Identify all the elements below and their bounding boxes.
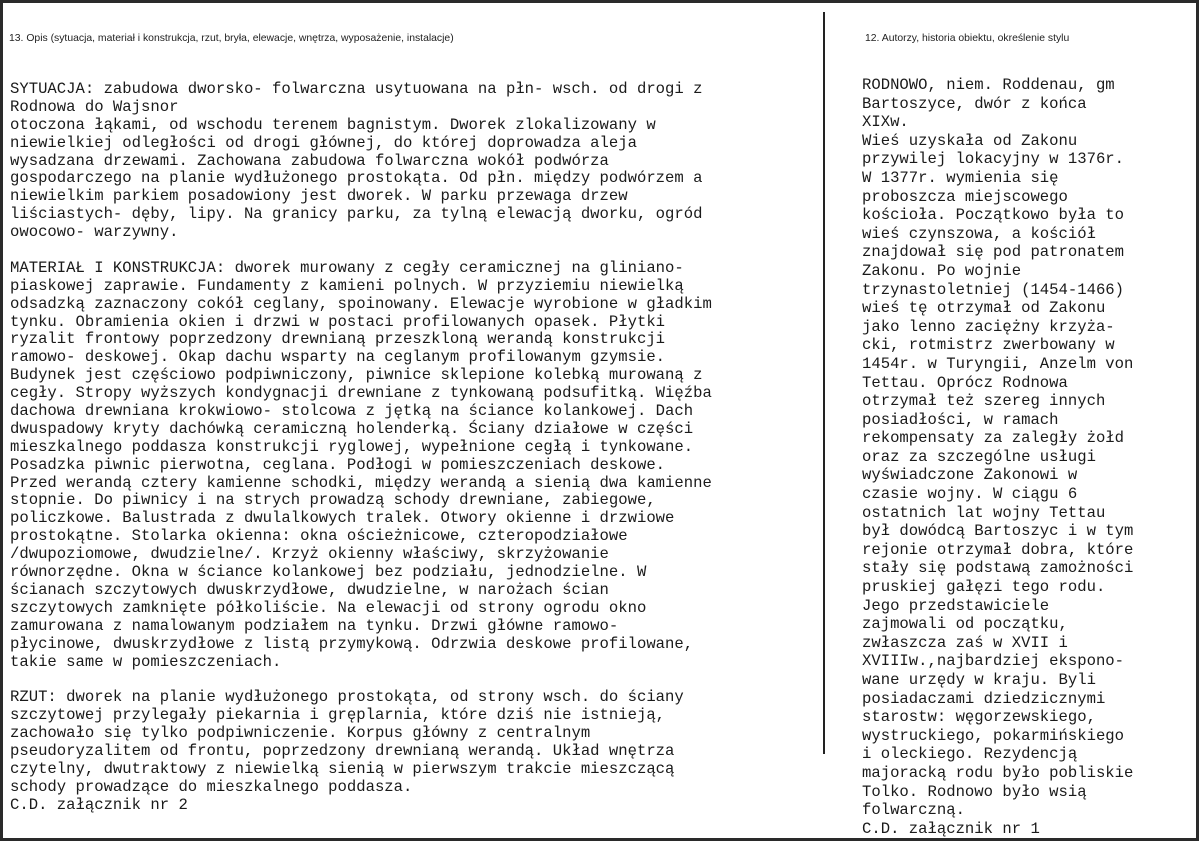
sheet-edge-left xyxy=(0,0,3,841)
text-line: Przed werandą cztery kamienne schodki, między werandą a sienią dwa kamienne xyxy=(10,473,712,492)
text-line: gospodarczego na planie wydłużonego prostokąta. Od płn. między podwórzem a xyxy=(10,169,703,188)
text-line: stopnie. Do piwnicy i na strych prowadzą schody drewniane, zabiegowe, xyxy=(10,491,656,510)
text-line: odsadzką zaznaczony cokół ceglany, spoinowany. Elewacje wyrobione w gładkim xyxy=(10,294,712,313)
text-line: takie same w pomieszczeniach. xyxy=(10,652,282,671)
text-line: dachowa drewniana krokwiowo- stolcowa z jętką na ściance kolankowej. Dach xyxy=(10,402,694,421)
text-line: folwarczną. xyxy=(862,801,965,820)
text-line: wysadzana drzewami. Zachowana zabudowa folwarczna wokół podwórza xyxy=(10,151,609,170)
text-line: Wieś uzyskała od Zakonu xyxy=(862,131,1078,150)
text-line: niewielkim parkiem posadowiony jest dworek. W parku przewaga drzew xyxy=(10,187,628,206)
text-line: cki, rotmistrz zwerbowany w xyxy=(862,336,1115,355)
text-line: rejonie otrzymał dobra, które xyxy=(862,540,1134,559)
text-line: /dwupoziomowe, dwudzielne/. Krzyż okienny właściwy, skrzyżowanie xyxy=(10,545,609,564)
text-line: ostatnich lat wojny Tettau xyxy=(862,503,1106,522)
text-line: ścianach szczytowych dwuskrzydłowe, dwudzielne, w narożach ścian xyxy=(10,580,609,599)
text-line: Tettau. Oprócz Rodnowa xyxy=(862,373,1068,392)
text-line: proboszcza miejscowego xyxy=(862,187,1068,206)
text-line: wystruckiego, pokarmińskiego xyxy=(862,726,1125,745)
text-line: wieś tę otrzymał od Zakonu xyxy=(862,299,1106,318)
text-line: cegły. Stropy wyższych kondygnacji drewniane z tynkowaną podsufitką. Więźba xyxy=(10,384,712,403)
text-line: policzkowe. Balustrada z dwulalkowych tralek. Otwory okienne i drzwiowe xyxy=(10,509,675,528)
text-line: Rodnowa do Wajsnor xyxy=(10,97,179,116)
text-line: C.D. załącznik nr 2 xyxy=(10,795,188,814)
left-column-header: 13. Opis (sytuacja, materiał i konstrukcja, rzut, bryła, elewacje, wnętrza, wyposażenie, instalacje) xyxy=(9,33,454,44)
paragraph-gap xyxy=(10,242,810,260)
text-line: szczytowych zamknięte półkoliście. Na elewacji od strony ogrodu okno xyxy=(10,598,647,617)
text-line: Budynek jest częściowo podpiwniczony, piwnice sklepione kolebką murowaną z xyxy=(10,366,703,385)
text-line: C.D. załącznik nr 1 xyxy=(862,819,1040,838)
text-line: tynku. Obramienia okien i drzwi w postaci profilowanych opasek. Płytki xyxy=(10,312,666,331)
text-line: piaskowej zaprawie. Fundamenty z kamieni polnych. W przyziemiu niewielką xyxy=(10,276,684,295)
text-line: starostw: węgorzewskiego, xyxy=(862,708,1096,727)
text-line: Bartoszyce, dwór z końca xyxy=(862,94,1087,113)
text-line: schody prowadzące do mieszkalnego poddasza. xyxy=(10,777,413,796)
text-line: wyświadczone Zakonowi w xyxy=(862,466,1078,485)
text-line: SYTUACJA: zabudowa dworsko- folwarczna usytuowana na płn- wsch. od drogi z xyxy=(10,80,703,98)
text-line: posiadłości, w ramach xyxy=(862,410,1059,429)
text-line: otrzymał też szereg innych xyxy=(862,392,1106,411)
text-line: rekompensaty za zaległy żołd xyxy=(862,429,1125,448)
text-line: zamurowana z namalowanym podziałem na tynku. Drzwi główne ramowo- xyxy=(10,616,619,635)
text-line: czasie wojny. W ciągu 6 xyxy=(862,485,1078,504)
text-line: zwłaszcza zaś w XVII i xyxy=(862,633,1068,652)
text-line: płycinowe, dwuskrzydłowe z listą przymykową. Odrzwia deskowe profilowane, xyxy=(10,634,694,653)
text-line: czytelny, dwutraktowy z niewielką sienią w pierwszym trakcie mieszczącą xyxy=(10,759,675,778)
text-line: szczytowej przylegały piekarnia i gręplarnia, które dziś nie istnieją, xyxy=(10,706,666,725)
text-line: dwuspadowy kryty dachówką ceramiczną holenderką. Ściany działowe w części xyxy=(10,419,694,438)
text-line: owocowo- warzywny. xyxy=(10,223,179,242)
text-line: liściastych- dęby, lipy. Na granicy parku, za tylną elewacją dworku, ogród xyxy=(10,205,703,224)
text-line: zajmowali od początku, xyxy=(862,615,1068,634)
right-column-header: 12. Autorzy, historia obiektu, określenie stylu xyxy=(865,33,1070,44)
text-line: i oleckiego. Rezydencją xyxy=(862,745,1078,764)
text-line: niewielkiej odległości od drogi głównej, do której doprowadza aleja xyxy=(10,133,637,152)
text-line: RODNOWO, niem. Roddenau, gm xyxy=(862,76,1115,94)
text-line: znajdował się pod patronatem xyxy=(862,243,1125,262)
text-line: prostokątne. Stolarka okienna: okna ościeżnicowe, czteropodziałowe xyxy=(10,527,628,546)
text-line: trzynastoletniej (1454-1466) xyxy=(862,280,1125,299)
sheet-edge-top xyxy=(0,0,1199,3)
text-line: przywilej lokacyjny w 1376r. xyxy=(862,150,1125,169)
text-line: pruskiej gałęzi tego rodu. xyxy=(862,578,1106,597)
text-line: oraz za szczególne usługi xyxy=(862,447,1096,466)
column-divider xyxy=(823,12,825,754)
text-line: RZUT: dworek na planie wydłużonego prostokąta, od strony wsch. do ściany xyxy=(10,688,684,707)
text-line: wane urzędy w kraju. Byli xyxy=(862,671,1096,689)
history-column xyxy=(862,76,1192,838)
text-line: otoczona łąkami, od wschodu terenem bagnistym. Dworek zlokalizowany w xyxy=(10,115,656,134)
text-line: mieszkalnego poddasza konstrukcji ryglowej, wypełnione cegłą i tynkowane. xyxy=(10,437,694,456)
paragraph-gap xyxy=(10,671,810,689)
text-line: pseudoryzalitem od frontu, poprzedzony drewnianą werandą. Układ wnętrza xyxy=(10,741,675,760)
text-line: stały się podstawą zamożności xyxy=(862,559,1134,578)
text-line: XIXw. xyxy=(862,113,909,132)
text-line: Posadzka piwnic pierwotna, ceglana. Podłogi w pomieszczeniach deskowe. xyxy=(10,455,666,474)
text-line: jako lenno zaciężny krzyża- xyxy=(862,317,1115,336)
text-line: 1454r. w Turyngii, Anzelm von xyxy=(862,354,1134,373)
description-column xyxy=(10,81,810,815)
text-line: ramowo- deskowej. Okap dachu wsparty na ceglanym profilowanym gzymsie. xyxy=(10,348,666,367)
text-line: Jego przedstawiciele xyxy=(862,596,1050,615)
text-line: Zakonu. Po wojnie xyxy=(862,261,1022,280)
text-line: Tolko. Rodnowo było wsią xyxy=(862,782,1087,801)
text-line: kościoła. Początkowo była to xyxy=(862,206,1125,225)
text-line: W 1377r. wymienia się xyxy=(862,168,1059,187)
text-line: był dowódcą Bartoszyc i w tym xyxy=(862,522,1134,541)
text-line: ryzalit frontowy poprzedzony drewnianą przeszkloną werandą konstrukcji xyxy=(10,330,666,349)
text-line: wieś czynszowa, a kościół xyxy=(862,224,1096,243)
text-line: majoracką rodu było pobliskie xyxy=(862,763,1134,782)
text-line: posiadaczami dziedzicznymi xyxy=(862,689,1106,708)
text-line: równorzędne. Okna w ściance kolankowej bez podziału, jednodzielne. W xyxy=(10,563,647,582)
text-line: MATERIAŁ I KONSTRUKCJA: dworek murowany z cegły ceramicznej na gliniano- xyxy=(10,258,684,277)
text-line: zachowało się tylko podpiwniczenie. Korpus główny z centralnym xyxy=(10,724,591,743)
text-line: XVIIIw.,najbardziej ekspono- xyxy=(862,652,1125,671)
